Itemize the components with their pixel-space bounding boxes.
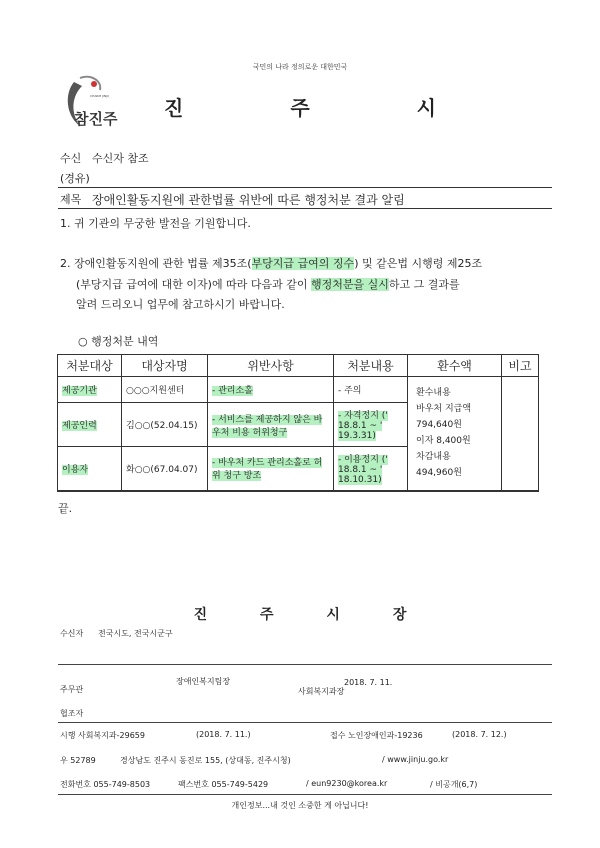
decider: 사회복지과장	[298, 687, 345, 696]
footer-rule	[58, 794, 552, 795]
column-header: 처분내용	[334, 355, 408, 377]
receipt-date: (2018. 7. 12.)	[452, 730, 507, 739]
approval-top-rule	[58, 664, 552, 665]
name-cell: 화○○(67.04.07)	[122, 447, 208, 491]
approval-date: 2018. 7. 11.	[344, 678, 393, 687]
address: 경상남도 진주시 동진로 155, (상대동, 진주시청)	[120, 756, 291, 765]
postal-code: 우 52789	[60, 756, 96, 765]
section-title: ○ 행정처분 내역	[78, 335, 159, 348]
subject-label: 제목	[60, 193, 82, 206]
name-cell: 김○○(52.04.15)	[122, 403, 208, 447]
target-cell: 이용자	[58, 447, 122, 491]
column-header: 비고	[502, 355, 539, 377]
enforce-date: (2018. 7. 11.)	[196, 730, 251, 739]
website-link[interactable]: / www.jinju.go.kr	[382, 755, 449, 764]
recipient-label: 수신	[60, 152, 82, 165]
action-cell: - 자격정지 (' 18.8.1 ~ ' 19.3.31)	[334, 403, 408, 447]
highlight-text: 행정처분을 실시	[310, 278, 389, 291]
column-header: 대상자명	[122, 355, 208, 377]
paragraph-2-line-2: (부당지급 급여에 대한 이자)에 따라 다음과 같이 행정처분을 실시하고 그 결과를	[76, 278, 460, 291]
disclosure: / 비공개(6,7)	[430, 780, 478, 789]
violation-cell: - 관리소홀	[208, 377, 334, 403]
violation-cell: - 서비스를 제공하지 않은 바우처 비용 허위청구	[208, 403, 334, 447]
disposition-table	[57, 354, 539, 492]
column-header: 환수액	[408, 355, 502, 377]
receipt-number: 접수 노인장애인과-19236	[330, 731, 423, 740]
paragraph-2-line-1: 2. 장애인활동지원에 관한 법률 제35조(부당지급 급여의 징수) 및 같은법 시행령 제25조	[60, 257, 483, 270]
email-link[interactable]: / eun9230@korea.kr	[306, 779, 388, 788]
end-mark: 끝.	[58, 502, 73, 515]
name-cell: ○○○지원센터	[122, 377, 208, 403]
refund-cell: 환수내용 바우처 지급액 794,640원 이자 8,400원 차감내용 494,960원	[408, 377, 502, 491]
logo-sub: CHARM JINJU	[90, 94, 110, 98]
distribution-value: 전국시도, 전국시군구	[98, 629, 173, 638]
signature: 진 주 시 장	[193, 607, 431, 623]
fax-number: 팩스번호 055-749-5429	[178, 780, 269, 789]
subject-top-rule	[58, 187, 552, 188]
target-cell: 제공인력	[58, 403, 122, 447]
subject: 장애인활동지원에 관한법률 위반에 따른 행정처분 결과 알림	[92, 193, 405, 207]
slogan: 국민의 나라 정의로운 대한민국	[252, 63, 348, 71]
reviewer: 장애인복지팀장	[176, 677, 231, 686]
recipient: 수신자 참조	[92, 152, 149, 165]
highlight-text: 부당지급 급여의 징수	[251, 257, 355, 270]
remarks-cell	[502, 377, 539, 491]
privacy-notice: 개인정보...내 것인 소중한 게 아닙니다!	[231, 801, 369, 810]
logo-text: 참진주	[74, 110, 118, 128]
phone-number: 전화번호 055-749-8503	[60, 780, 151, 789]
column-header: 위반사항	[208, 355, 334, 377]
action-cell: - 주의	[334, 377, 408, 403]
cooperator-label: 협조자	[60, 709, 84, 718]
violation-cell: - 바우처 카드 관리소홀로 허위 청구 방조	[208, 447, 334, 491]
paragraph-1: 1. 귀 기관의 무궁한 발전을 기원합니다.	[60, 217, 251, 230]
approval-bottom-rule	[58, 722, 552, 723]
column-header: 처분대상	[58, 355, 122, 377]
table-header-row	[58, 355, 539, 377]
subject-bottom-rule	[58, 208, 552, 209]
table-row	[58, 377, 539, 403]
org-title: 진 주 시	[164, 96, 486, 120]
paragraph-2-line-3: 알려 드리오니 업무에 참고하시기 바랍니다.	[76, 298, 285, 311]
drafter-label: 주무관	[60, 685, 84, 694]
target-cell: 제공기관	[58, 377, 122, 403]
enforce-number: 시행 사회복지과-29659	[60, 731, 145, 740]
action-cell: - 이용정지 (' 18.8.1 ~ ' 18.10.31)	[334, 447, 408, 491]
distribution-label: 수신자	[60, 629, 84, 638]
via: (경유)	[60, 172, 90, 185]
